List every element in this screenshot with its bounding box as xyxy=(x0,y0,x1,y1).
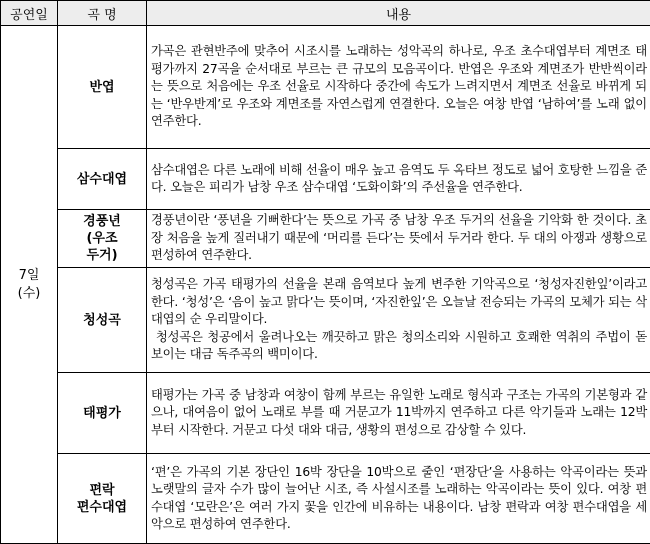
date-weekday: (수) xyxy=(17,285,41,301)
header-date: 공연일 xyxy=(1,1,58,26)
table-row xyxy=(1,149,650,210)
performance-date xyxy=(1,26,58,544)
table-row xyxy=(1,373,650,454)
header-title: 곡 명 xyxy=(58,1,147,26)
table-row xyxy=(1,268,650,373)
song-title: 편락 편수대엽 xyxy=(58,454,147,544)
song-description: 삼수대엽은 다른 노래에 비해 선율이 매우 높고 음역도 두 옥타브 정도로 넓어 호탕한 느낌을 준다. 오늘은 피리가 남창 우조 삼수대엽 ‘도화이화’의 주선율을 연주한다. xyxy=(147,149,650,210)
song-description: 가곡은 관현반주에 맞추어 시조시를 노래하는 성악곡의 하나로, 우조 초수대엽부터 계면조 태평가까지 27곡을 순서대로 부르는 큰 규모의 모음곡이다. 반엽은 우조와 계면조가 반반씩이라는 뜻으로 처음에는 우조 선율로 시작하다 중간에 속도가 느려지면서 계면조 선율로 바뀌게 되는 ‘반우반계’로 우조와 계면조를 자연스럽게 연결한다. 오늘은 여창 반엽 ‘남하여’를 노래 없이 연주한다. xyxy=(147,26,650,149)
song-description: ‘편’은 가곡의 기본 장단인 16박 장단을 10박으로 줄인 ‘편장단’을 사용하는 악곡이라는 뜻과 노랫말의 글자 수가 많이 늘어난 시조, 즉 사설시조를 노래하는 악곡이라는 뜻이 있다. 여창 편수대엽 ‘모란은’은 여러 가지 꽃을 인간에 비유하는 내용이다. 남창 편락과 여창 편수대엽을 세악으로 편성하여 연주한다. xyxy=(147,454,650,544)
song-title: 청성곡 xyxy=(58,268,147,373)
table-row xyxy=(1,210,650,268)
table-row xyxy=(1,454,650,544)
song-description: 경풍년이란 ‘풍년을 기뻐한다’는 뜻으로 가곡 중 남창 우조 두거의 선율을 기악화 한 것이다. 초장 처음을 높게 질러내기 때문에 ‘머리를 든다’는 뜻에서 두거라 한다. 두 대의 아쟁과 생황으로 편성하여 연주한다. xyxy=(147,210,650,268)
header-row xyxy=(1,1,650,26)
song-description: 태평가는 가곡 중 남창과 여창이 함께 부르는 유일한 노래로 형식과 구조는 가곡의 기본형과 같으나, 대여음이 없어 노래로 부를 때 거문고가 11박까지 연주하고 다른 악기들과 노래는 12박부터 시작한다. 거문고 다섯 대와 대금, 생황의 편성으로 감상할 수 있다. xyxy=(147,373,650,454)
song-title: 경풍년 (우조 두거) xyxy=(58,210,147,268)
song-title: 반엽 xyxy=(58,26,147,149)
table-row xyxy=(1,26,650,149)
song-title: 태평가 xyxy=(58,373,147,454)
header-content: 내용 xyxy=(147,1,650,26)
song-title: 삼수대엽 xyxy=(58,149,147,210)
date-day: 7일 xyxy=(18,267,40,283)
song-description: 청성곡은 가곡 태평가의 선율을 본래 음역보다 높게 변주한 기악곡으로 ‘청성자진한잎’이라고 한다. ‘청성’은 ‘음이 높고 맑다’는 뜻이며, ‘자진한잎’은 오늘날 전승되는 가곡의 모체가 되는 삭대엽의 순 우리말이다. 청성곡은 청공에서 울려나오는 깨끗하고 맑은 청의소리와 시원하고 호쾌한 역취의 주법이 돋보이는 대금 독주곡의 백미이다. xyxy=(147,268,650,373)
